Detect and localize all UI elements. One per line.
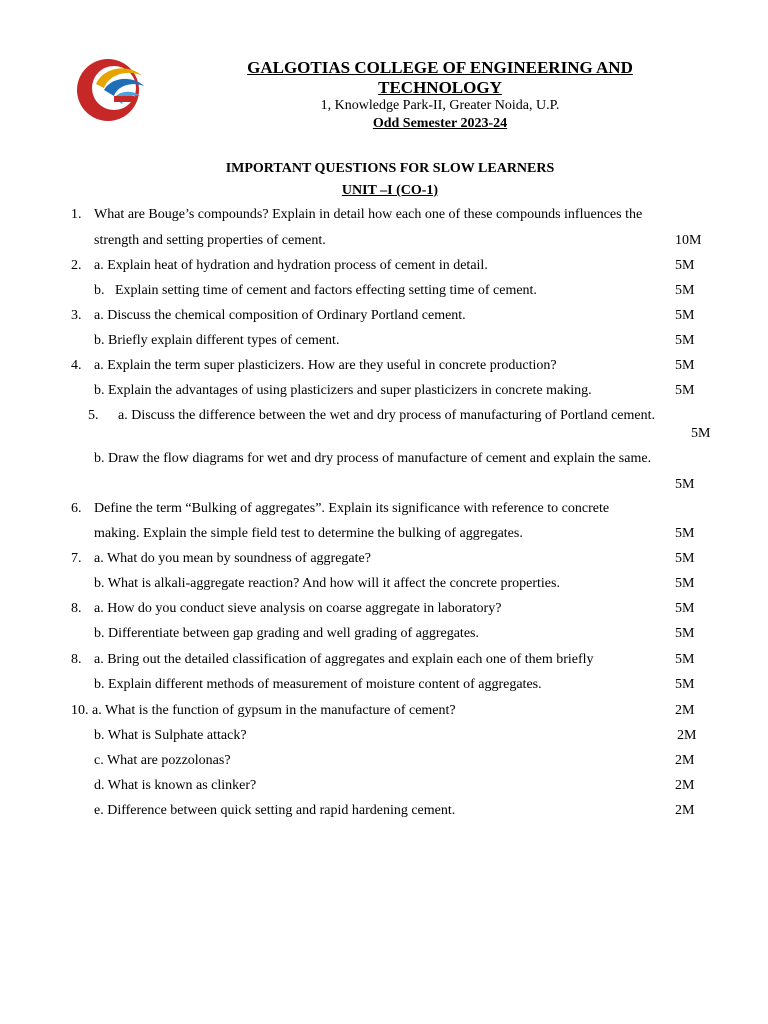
question-text: a. Explain heat of hydration and hydration process of cement in detail. bbox=[94, 258, 488, 273]
question-number: 5. bbox=[88, 408, 99, 423]
unit-title: UNIT –I (CO-1) bbox=[341, 183, 439, 198]
question-marks: 5M bbox=[675, 551, 695, 566]
question-number: 7. bbox=[71, 551, 82, 566]
question-text: b. What is alkali-aggregate reaction? And how will it affect the concrete properties. bbox=[94, 576, 560, 591]
question-text: Define the term “Bulking of aggregates”. Explain its significance with reference to concrete bbox=[94, 501, 610, 516]
question-marks: 5M bbox=[675, 308, 695, 323]
question-number: 3. bbox=[71, 308, 82, 323]
question-marks: 5M bbox=[675, 477, 695, 492]
question-marks: 5M bbox=[675, 258, 695, 273]
question-marks: 2M bbox=[675, 703, 695, 718]
question-number: 8. bbox=[71, 652, 82, 667]
question-marks: 5M bbox=[675, 526, 695, 541]
question-marks: 2M bbox=[675, 753, 695, 768]
question-text: making. Explain the simple field test to determine the bulking of aggregates. bbox=[94, 526, 523, 541]
question-text: b. Explain the advantages of using plasticizers and super plasticizers in concrete making. bbox=[94, 383, 592, 398]
question-text: a. Bring out the detailed classification of aggregates and explain each one of them briefly bbox=[94, 652, 594, 667]
question-marks: 5M bbox=[675, 677, 695, 692]
document-title: IMPORTANT QUESTIONS FOR SLOW LEARNERS bbox=[225, 161, 555, 176]
question-marks: 5M bbox=[675, 333, 695, 348]
question-text: b. Explain setting time of cement and factors effecting setting time of cement. bbox=[94, 283, 537, 298]
question-number: 8. bbox=[71, 601, 82, 616]
college-name-line2: TECHNOLOGY bbox=[378, 78, 502, 97]
question-text: a. Explain the term super plasticizers. How are they useful in concrete production? bbox=[94, 358, 557, 373]
question-text: b. Draw the flow diagrams for wet and dry process of manufacture of cement and explain the same. bbox=[94, 451, 652, 466]
question-text: b. Differentiate between gap grading and well grading of aggregates. bbox=[94, 626, 479, 641]
question-number: 1. bbox=[71, 207, 82, 222]
question-text: b. Explain different methods of measurement of moisture content of aggregates. bbox=[94, 677, 542, 692]
question-number: 4. bbox=[71, 358, 82, 373]
question-text: a. What do you mean by soundness of aggregate? bbox=[94, 551, 371, 566]
question-text: strength and setting properties of cement. bbox=[94, 233, 326, 248]
question-text: c. What are pozzolonas? bbox=[94, 753, 231, 768]
question-text: b. Briefly explain different types of cement. bbox=[94, 333, 340, 348]
question-marks: 5M bbox=[675, 358, 695, 373]
semester-label: Odd Semester 2023-24 bbox=[372, 116, 508, 131]
college-name-line1: GALGOTIAS COLLEGE OF ENGINEERING AND bbox=[247, 58, 633, 77]
question-marks: 2M bbox=[675, 778, 695, 793]
question-marks: 5M bbox=[675, 383, 695, 398]
question-marks: 5M bbox=[675, 576, 695, 591]
college-name bbox=[200, 58, 680, 98]
question-marks: 5M bbox=[691, 426, 711, 441]
question-number: 6. bbox=[71, 501, 82, 516]
question-text: e. Difference between quick setting and rapid hardening cement. bbox=[94, 803, 456, 818]
question-text: 10. a. What is the function of gypsum in the manufacture of cement? bbox=[71, 703, 456, 718]
college-address: 1, Knowledge Park-II, Greater Noida, U.P. bbox=[320, 98, 560, 113]
question-text: a. How do you conduct sieve analysis on coarse aggregate in laboratory? bbox=[94, 601, 502, 616]
question-marks: 5M bbox=[675, 283, 695, 298]
galgotias-logo-icon bbox=[74, 54, 146, 122]
question-text: a. Discuss the difference between the wet and dry process of manufacturing of Portland cement. bbox=[118, 408, 655, 423]
question-text: d. What is known as clinker? bbox=[94, 778, 257, 793]
question-marks: 2M bbox=[675, 803, 695, 818]
question-text: b. What is Sulphate attack? bbox=[94, 728, 247, 743]
question-marks: 2M bbox=[677, 728, 697, 743]
question-text: a. Discuss the chemical composition of Ordinary Portland cement. bbox=[94, 308, 466, 323]
question-marks: 5M bbox=[675, 626, 695, 641]
question-number: 2. bbox=[71, 258, 82, 273]
question-text: What are Bouge’s compounds? Explain in detail how each one of these compounds influences the bbox=[94, 207, 643, 222]
question-marks: 5M bbox=[675, 601, 695, 616]
question-marks: 5M bbox=[675, 652, 695, 667]
question-marks: 10M bbox=[675, 233, 702, 248]
